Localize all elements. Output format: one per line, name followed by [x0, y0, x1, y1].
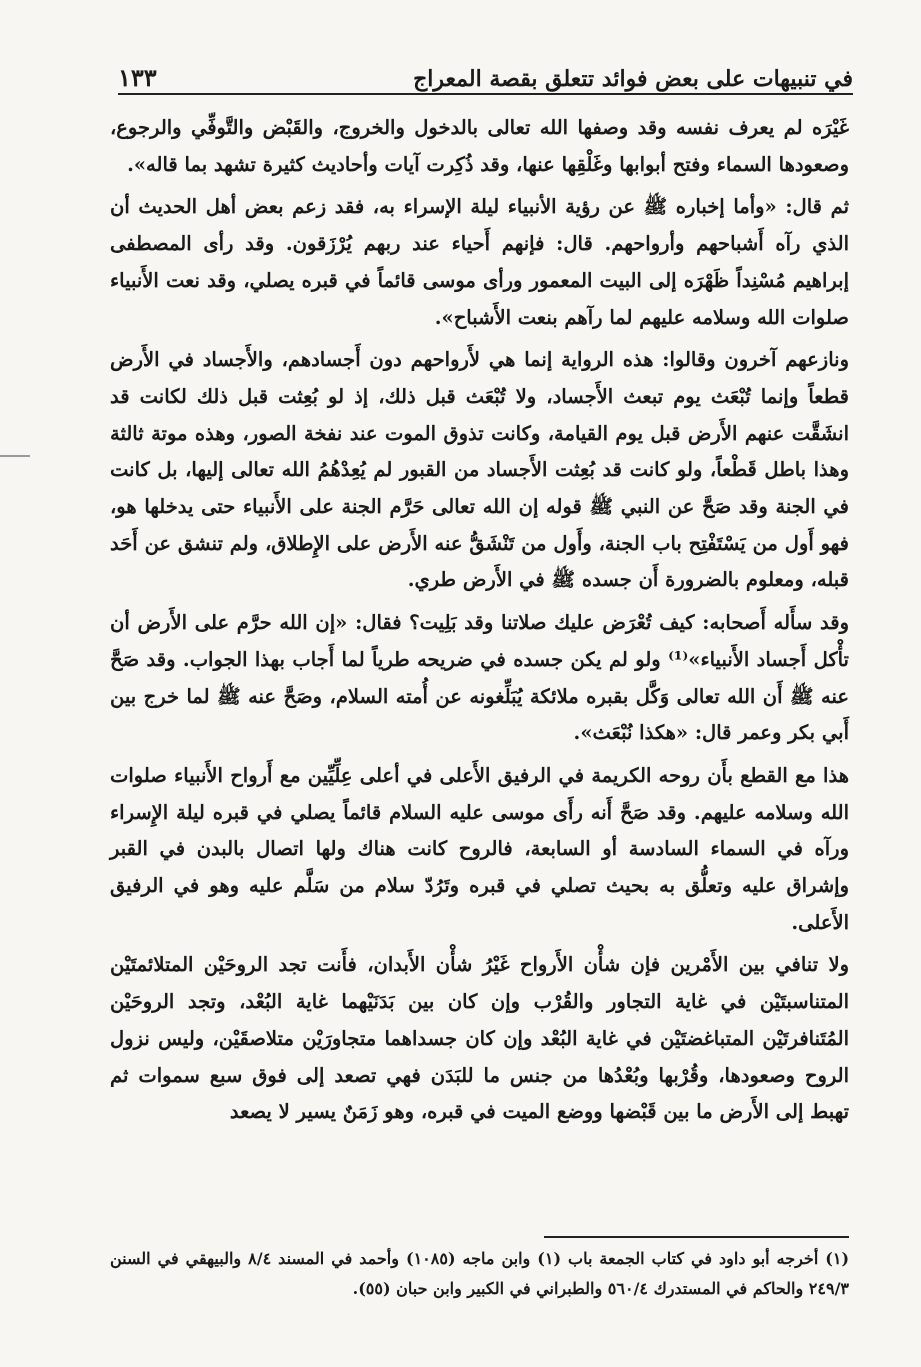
paragraph: وقد سأَله أَصحابه: كيف تُعْرَض عليك صلاتنا وقد بَلِيت؟ فقال: «إن الله حرَّم على الأَرض أن تأْكل أَجساد الأَنبياء»⁽¹⁾ ولو لم يكن جسده في ضريحه طرياً لما أَجاب بهذا الجواب. وقد صَحَّ عنه ﷺ أَن الله تعالى وَكَّل بقبره ملائكة يُبَلِّغونه عن أُمته السلام، وصَحَّ عنه ﷺ لما خرج بين أَبي بكر وعمر قال: «هكذا نُبْعَث». — [110, 611, 849, 745]
page-header — [118, 52, 853, 92]
footnote-rule — [544, 1236, 849, 1238]
running-title: في تنبيهات على بعض فوائد تتعلق بقصة المعراج — [413, 66, 853, 92]
paragraph: غَيْرَه لم يعرف نفسه وقد وصفها الله تعالى بالدخول والخروج، والقَبْض والتَّوفِّي والرجوع، وصعودها السماء وفتح أبوابها وغَلْقِها عنها، وقد ذُكِرت آيات وأحاديث كثيرة تشهد بما قاله». — [110, 116, 849, 176]
footnote: (١) أخرجه أبو داود في كتاب الجمعة باب (١) وابن ماجه (١٠٨٥) وأحمد في المسند ٨/٤ والبيهقي في السنن ٢٤٩/٣ والحاكم في المستدرك ٥٦٠/٤ والطبراني في الكبير وابن حبان (٥٥). — [110, 1249, 850, 1298]
paragraph: هذا مع القطع بأَن روحه الكريمة في الرفيق الأَعلى في أعلى عِلِّيِّين مع أَرواح الأَنبياء صلوات الله وسلامه عليهم. وقد صَحَّ أَنه رأَى موسى عليه السلام قائماً يصلي في قبره ليلة الإِسراء ورآه في السماء السادسة أو السابعة، فالروح كانت هناك ولها اتصال بالبدن في القبر وإشراق عليه وتعلُّق به بحيث تصلي في قبره وتَرُدّ سلام من سَلَّم عليه وهو في الرفيق الأَعلى. — [110, 763, 849, 934]
header-rule — [118, 93, 853, 95]
scan-margin-mark — [0, 455, 30, 457]
page-body — [110, 110, 849, 1131]
paragraph: ولا تنافي بين الأَمْرين فإن شأْن الأَرواح غَيْرُ شأْن الأَبدان، فأَنت تجد الروحَيْن المتلائمتَيْن المتناسبتَيْن في غاية التجاور والقُرْب وإن كان بين بَدَنَيْهما غاية البُعْد، وتجد الروحَيْن المُتَنافرتَيْن المتباغضتَيْن في غاية البُعْد وإن كان جسداهما متجاورَيْن متلاصقَيْن، وليس نزول الروح وصعودها، وقُرْبها وبُعْدُها من جنس ما للبَدَن فهي تصعد إلى فوق سبع سموات ثم تهبط إلى الأَرض ما بين قَبْضها ووضع الميت في قبره، وهو زَمَنٌ يسير لا يصعد — [110, 953, 849, 1124]
page-number: ١٣٣ — [118, 63, 157, 92]
paragraph: ونازعهم آخرون وقالوا: هذه الرواية إنما هي لأَرواحهم دون أَجسادهم، والأَجساد في الأَرض قطعاً وإنما تُبْعَث يوم تبعث الأَجساد، ولا تُبْعَث قبل ذلك، إذ لو بُعِثت قبل ذلك لكانت قد انشَقَّت عنهم الأَرض قبل يوم القيامة، وكانت تذوق الموت عند نفخة الصور، وهذه موتة ثالثة وهذا باطل قَطْعاً، ولو كانت قد بُعِثت الأَجساد من القبور لم يُعِدْهُمُ الله تعالى إليها، بل كانت في الجنة وقد صَحَّ عن النبي ﷺ قوله إن الله تعالى حَرَّم الجنة على الأَنبياء حتى يدخلها هو، فهو أَول من يَسْتَفْتِح باب الجنة، وأَول من تَنْشَقُّ عنه الأَرض على الإِطلاق، ولم تنشق عن أَحَد قبله، ومعلوم بالضرورة أَن جسده ﷺ في الأَرض طري. — [110, 348, 849, 592]
paragraph: ثم قال: «وأما إخباره ﷺ عن رؤية الأنبياء ليلة الإسراء به، فقد زعم بعض أهل الحديث أن الذي رآه أَشباحهم وأرواحهم. قال: فإنهم أَحياء عند ربهم يُرْزَقون. وقد رأى المصطفى إبراهيم مُسْنِداً ظَهْرَه إلى البيت المعمور ورأى موسى قائماً في قبره يصلي، وقد نعت الأَنبياء صلوات الله وسلامه عليهم لما رآهم بنعت الأَشباح». — [110, 195, 849, 329]
